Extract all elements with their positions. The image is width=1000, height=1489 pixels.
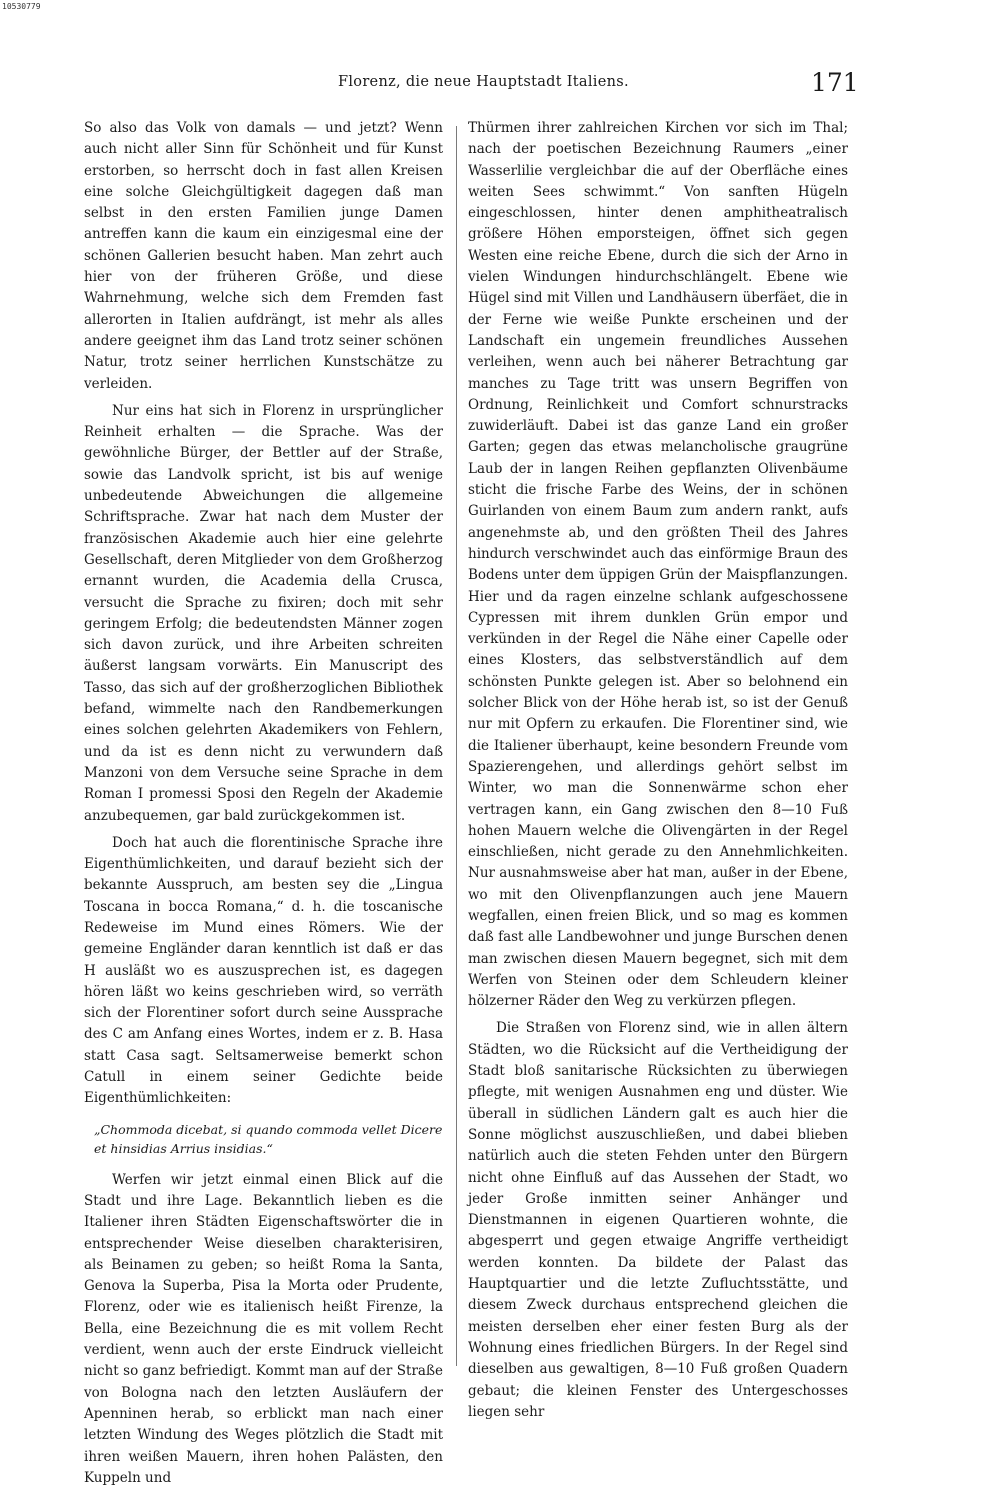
page-number: 171	[811, 68, 859, 97]
paragraph: Die Straßen von Florenz sind, wie in allen ältern Städten, wo die Rücksicht auf die Vertheidigung der Stadt bloß sanitarische Rücksichten zu überwiegen pflegte, mit wenigen Ausnahmen eng und düster. Wie überall in südlichen Ländern galt es auch hier die Sonne möglichst auszuschließen, und dabei blieben natürlich auch die steten Fehden unter den Bürgern nicht ohne Einfluß auf das Aussehen der Stadt, wo jeder Große inmitten seiner Anhänger und Dienstmannen in eigenen Quartieren wohnte, die abgesperrt und gegen etwaige Angriffe vertheidigt werden konnten. Da bildete der Palast das Hauptquartier und die letzte Zufluchtsstätte, und diesem Zweck durchaus entsprechend gleichen die meisten derselben eher einer festen Burg als der Wohnung eines friedlichen Bürgers. In der Regel sind dieselben aus gewaltigen, 8—10 Fuß großen Quadern gebaut; die kleinen Fenster des Untergeschosses liegen sehr	[468, 1020, 848, 1420]
paragraph: Thürmen ihrer zahlreichen Kirchen vor sich im Thal; nach der poetischen Bezeichnung Raumers „einer Wasserlilie vergleichbar die auf der Oberfläche eines weiten Sees schwimmt.“ Von sanften Hügeln eingeschlossen, hinter denen amphitheatralisch größere Höhen emporsteigen, öffnet sich gegen Westen eine reiche Ebene, durch die sich der Arno in vielen Windungen hindurchschlängelt. Ebene wie Hügel sind mit Villen und Landhäusern überfäet, die in der Ferne wie weiße Punkte erscheinen und der Landschaft ein ungemein freundliches Aussehen verleihen, wenn auch bei näherer Betrachtung gar manches zu Tage tritt was unsern Begriffen von Ordnung, Reinlichkeit und Comfort schnurstracks zuwiderläuft. Dabei ist das ganze Land ein großer Garten; gegen das etwas melancholische graugrüne Laub der in langen Reihen gepflanzten Olivenbäume sticht die frische Farbe des Weins, der in schönen Guirlanden von einem Baum zum andern rankt, aufs angenehmste ab, und den größten Theil des Jahres hindurch verschwindet auch das einförmige Braun des Bodens unter dem üppigen Grün der Maispflanzungen. Hier und da ragen einzelne schlank aufgeschossene Cypressen mit ihrem dunklen Grün empor und verkünden in der Regel die Nähe einer Capelle oder eines Klosters, das selbstverständlich auf dem schönsten Punkte gelegen ist. Aber so belohnend ein solcher Blick von der Höhe herab ist, so ist der Genuß nur mit Opfern zu erkaufen. Die Florentiner sind, wie die Italiener überhaupt, keine besondern Freunde vom Spazierengehen, und allerdings gehört selbst im Winter, wo man die Sonnenwärme schon eher vertragen kann, ein Gang zwischen den 8—10 Fuß hohen Mauern welche die Olivengärten in der Regel einschließen, nicht gerade zu den Annehmlichkeiten. Nur ausnahmsweise aber hat man, außer in der Ebene, wo mit den Olivenpflanzungen auch jene Mauern wegfallen, einen freien Blick, und so mag es kommen daß fast alle Landbewohner und junge Burschen denen man zwischen diesen Mauern begegnet, sich mit dem Werfen von Steinen oder dem Schleudern kleiner hölzerner Räder den Weg zu verkürzen pflegen.	[468, 120, 848, 1010]
scan-id-label: 10530779	[2, 2, 41, 11]
paragraph: Werfen wir jetzt einmal einen Blick auf die Stadt und ihre Lage. Bekanntlich lieben es die Italiener ihren Städten Eigenschaftswörter die in entsprechender Weise dieselben charakterisiren, als Beinamen zu geben; so heißt Roma la Santa, Genova la Superba, Pisa la Morta oder Prudente, Florenz, oder wie es italienisch heißt Firenze, la Bella, eine Bezeichnung die es mit vollem Recht verdient, wenn auch der erste Eindruck vielleicht nicht so ganz befriedigt. Kommt man auf der Straße von Bologna nach den letzten Ausläufern der Apenninen herab, so erblickt man nach einer letzten Windung des Weges plötzlich die Stadt mit ihren weißen Mauern, ihren hohen Palästen, den Kuppeln und	[84, 1171, 443, 1486]
column-divider	[456, 126, 457, 1366]
left-text-column	[84, 118, 443, 1489]
running-header-title: Florenz, die neue Hauptstadt Italiens.	[338, 74, 629, 90]
paragraph: Nur eins hat sich in Florenz in ursprünglicher Reinheit erhalten — die Sprache. Was der gewöhnliche Bürger, der Bettler auf der Straße, sowie das Landvolk spricht, ist bis auf wenige unbedeutende Abweichungen die allgemeine Schriftsprache. Zwar hat nach dem Muster der französischen Akademie auch hier eine gelehrte Gesellschaft, deren Mitglieder von dem Großherzog ernannt wurden, die Academia della Crusca, versucht die Sprache zu fixiren; doch mit sehr geringem Erfolg; die bedeutendsten Männer zogen sich davon zurück, und ihre Arbeiten schreiten äußerst langsam vorwärts. Ein Manuscript des Tasso, das sich auf der großherzoglichen Bibliothek befand, wimmelte nach den Randbemerkungen eines solchen gelehrten Akademikers von Fehlern, und da ist es denn nicht zu verwundern daß Manzoni von dem Versuche seine Sprache in dem Roman I promessi Sposi den Regeln der Akademie anzubequemen, gar bald zurückgekommen ist.	[84, 402, 443, 824]
paragraph: So also das Volk von damals — und jetzt? Wenn auch nicht aller Sinn für Schönheit und für Kunst erstorben, so herrscht doch in fast allen Kreisen eine solche Gleichgültigkeit dagegen daß man selbst in den ersten Familien junge Damen antreffen kann die kaum ein einzigesmal eine der schönen Gallerien besucht haben. Man zehrt auch hier von der früheren Größe, und diese Wahrnehmung, welche sich dem Fremden fast allerorten in Italien aufdrängt, ist mehr als alles andere geeignet ihm das Land trotz seiner schönen Natur, trotz seiner herrlichen Kunstschätze zu verleiden.	[84, 120, 443, 392]
paragraph: Doch hat auch die florentinische Sprache ihre Eigenthümlichkeiten, und darauf bezieht sich der bekannte Ausspruch, am besten sey die „Lingua Toscana in bocca Romana,“ d. h. die toscanische Redeweise im Mund eines Römers. Wie der gemeine Engländer daran kenntlich ist daß er das H ausläßt wo es auszusprechen ist, es dagegen hören läßt wo keins geschrieben wird, so verräth sich der Florentiner sofort durch seine Aussprache des C am Anfang eines Wortes, indem er z. B. Hasa statt Casa sagt. Seltsamerweise bemerkt schon Catull in einem seiner Gedichte beide Eigenthümlichkeiten:	[84, 834, 443, 1107]
right-text-column	[468, 118, 848, 1423]
block-quote: „Chommoda dicebat, si quando commoda vellet Dicere et hinsidias Arrius insidias.“	[94, 1121, 443, 1156]
